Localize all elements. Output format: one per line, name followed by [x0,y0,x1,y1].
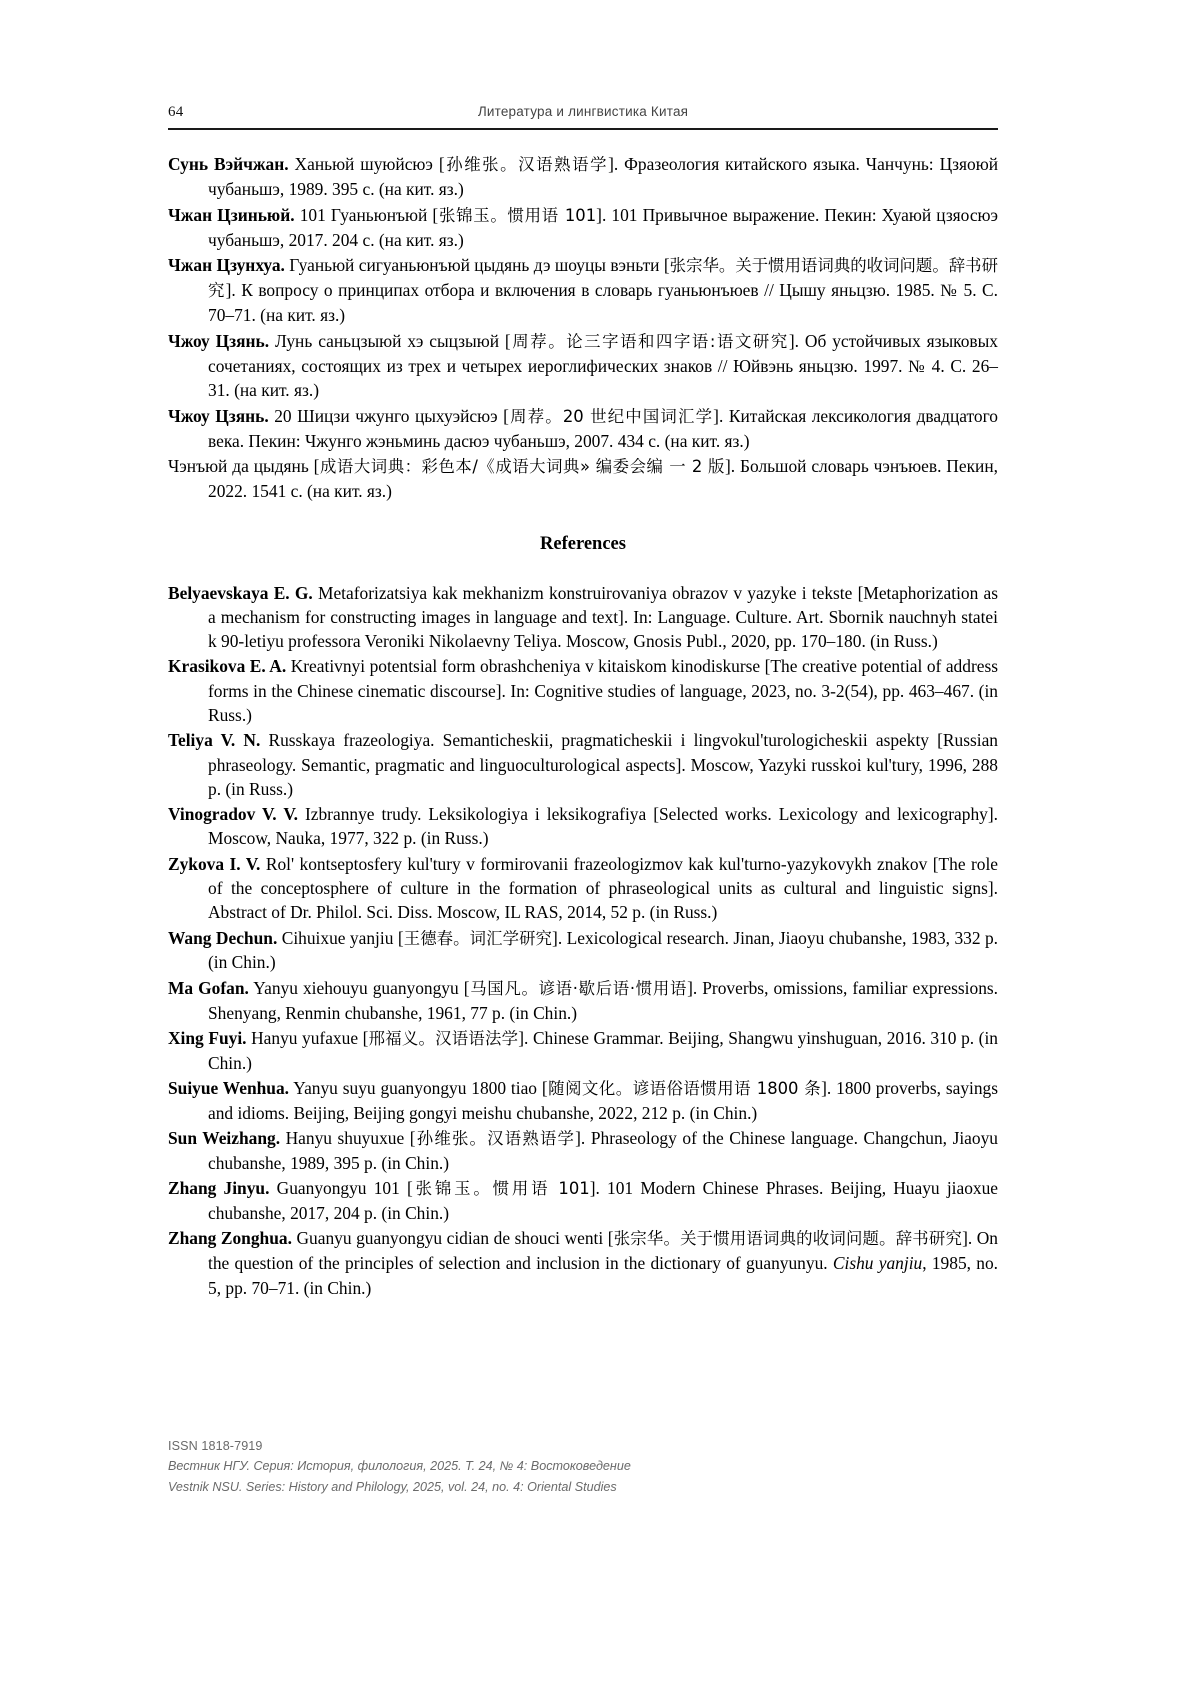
bibliography-entry: Чжоу Цзянь. 20 Шицзи чжунго цыхуэйсюэ [周荐。20 世纪中国词汇学]. Китайская лексикология двадцатого века. Пекин: Чжунго жэньминь дасюэ чубаньшэ, 2007. 434 с. (на кит. яз.) [168,405,998,451]
header-divider [168,128,998,130]
page-number: 64 [168,104,184,120]
bibliography-entry: Zhang Jinyu. Guanyongyu 101 [张锦玉。惯用语 101]. 101 Modern Chinese Phrases. Beijing, Huayu jiaoxue chubanshe, 2017, 204 p. (in Chin.) [168,1178,999,1224]
bibliography-entry: Чжан Цзиньюй. 101 Гуаньюнъюй [张锦玉。惯用语 101]. 101 Привычное выражение. Пекин: Хуаюй цзяосюэ чубаньшэ, 2017. 204 с. (на кит. яз.) [168,204,998,250]
bibliography-entry: Krasikova E. A. Kreativnyi potentsial form obrashcheniya v kitaiskom kinodiskurse [The creative potential of address forms in the Chinese cinematic discourse]. In: Cognitive studies of language, 2023, no. 3-2(54), pp. 463–467. (in Russ.) [168,656,998,725]
bibliography-entry: Belyaevskaya E. G. Metaforizatsiya kak mekhanizm konstruirovaniya obrazov v yazyke i tekste [Metaphorization as a mechanism for constructing images in language and text]. In: Language. Culture. Art. Sbornik nauchnyh statei k 90-letiyu professora Veroniki Nikolaevny Teliya. Moscow, Gnosis Publ., 2020, pp. 170–180. (in Russ.) [168,582,999,652]
footer-issn: ISSN 1818-7919 [168,1439,263,1453]
bibliography-entry: Zykova I. V. Rol' kontseptosfery kul'tury v formirovanii frazeologizmov kak kul'turno-yazykovykh znakov [The role of the conceptosphere of culture in the formation of phraseological units as cultural and linguistic signs]. Abstract of Dr. Philol. Sci. Diss. Moscow, IL RAS, 2014, 52 p. (in Russ.) [168,853,999,923]
bibliography-entry: Ma Gofan. Yanyu xiehouyu guanyongyu [马国凡。谚语·歇后语·惯用语]. Proverbs, omissions, familiar expressions. Shenyang, Renmin chubanshe, 1961, 77 p. (in Chin.) [168,977,999,1023]
english-bibliography-list [168,581,998,1300]
bibliography-entry: Сунь Вэйчжан. Ханьюй шуюйсюэ [孙维张。汉语熟语学]. Фразеология китайского языка. Чанчунь: Цзяоюй чубаньшэ, 1989. 395 с. (на кит. яз.) [168,154,999,199]
footer-journal-ru: Вестник НГУ. Серия: История, филология, 2025. Т. 24, № 4: Востоковедение [168,1459,631,1474]
page-footer [168,1436,998,1497]
bibliography-entry: Sun Weizhang. Hanyu shuyuxue [孙维张。汉语熟语学]. Phraseology of the Chinese language. Changchun, Jiaoyu chubanshe, 1989, 395 p. (in Chin.) [168,1128,998,1174]
bibliography-entry: Wang Dechun. Cihuixue yanjiu [王德春。词汇学研究]. Lexicological research. Jinan, Jiaoyu chubanshe, 1983, 332 p. (in Chin.) [168,927,999,973]
bibliography-entry: Vinogradov V. V. Izbrannye trudy. Leksikologiya i leksikografiya [Selected works. Lexicology and lexicography]. Moscow, Nauka, 1977, 322 p. (in Russ.) [168,804,998,849]
russian-bibliography-list [168,152,998,504]
bibliography-entry: Zhang Zonghua. Guanyu guanyongyu cidian de shouci wenti [张宗华。关于惯用语词典的收词问题。辞书研究]. On the question of the principles of selection and inclusion in the dictionary of guanyunyu. Cishu yanjiu, 1985, no. 5, pp. 70–71. (in Chin.) [168,1228,999,1298]
bibliography-entry: Xing Fuyi. Hanyu yufaxue [邢福义。汉语语法学]. Chinese Grammar. Beijing, Shangwu yinshuguan, 2016. 310 p. (in Chin.) [168,1027,999,1073]
running-head [168,104,998,124]
bibliography-entry: Suiyue Wenhua. Yanyu suyu guanyongyu 1800 tiao [随阅文化。谚语俗语惯用语 1800 条]. 1800 proverbs, sayings and idioms. Beijing, Beijing gongyi meishu chubanshe, 2022, 212 p. (in Chin.) [168,1078,999,1123]
bibliography-entry: Чэнъюй да цыдянь [成语大词典：彩色本/《成语大词典» 编委会编 一 2 版]. Большой словарь чэнъюев. Пекин, 2022. 1541 с. (на кит. яз.) [168,456,998,502]
running-head-title: Литература и лингвистика Китая [477,104,689,119]
bibliography-entry: Чжан Цзунхуа. Гуаньюй сигуаньюнъюй цыдянь дэ шоуцы вэньти [张宗华。关于惯用语词典的收词问题。辞书研究]. К вопросу о принципах отбора и включения в словарь гуаньюнъюев // Цышу яньцзю. 1985. № 5. С. 70–71. (на кит. яз.) [168,255,999,326]
bibliography-entry: Чжоу Цзянь. Лунь саньцзыюй хэ сыцзыюй [周荐。论三字语和四字语:语文研究]. Об устойчивых языковых сочетаниях, состоящих из трех и четырех иероглифических знаков // Юйвэнь яньцзю. 1997. № 4. С. 26–31. (на кит. яз.) [168,330,998,400]
page-content [168,104,998,1301]
footer-journal-en: Vestnik NSU. Series: History and Philology, 2025, vol. 24, no. 4: Oriental Studies [168,1479,617,1494]
bibliography-entry: Teliya V. N. Russkaya frazeologiya. Semanticheskii, pragmaticheskii i lingvokul'turologicheskii aspekty [Russian phraseology. Semantic, pragmatic and linguoculturological aspects]. Moscow, Yazyki russkoi kul'tury, 1996, 288 p. (in Russ.) [168,730,999,799]
section-heading-references: References [540,533,626,554]
